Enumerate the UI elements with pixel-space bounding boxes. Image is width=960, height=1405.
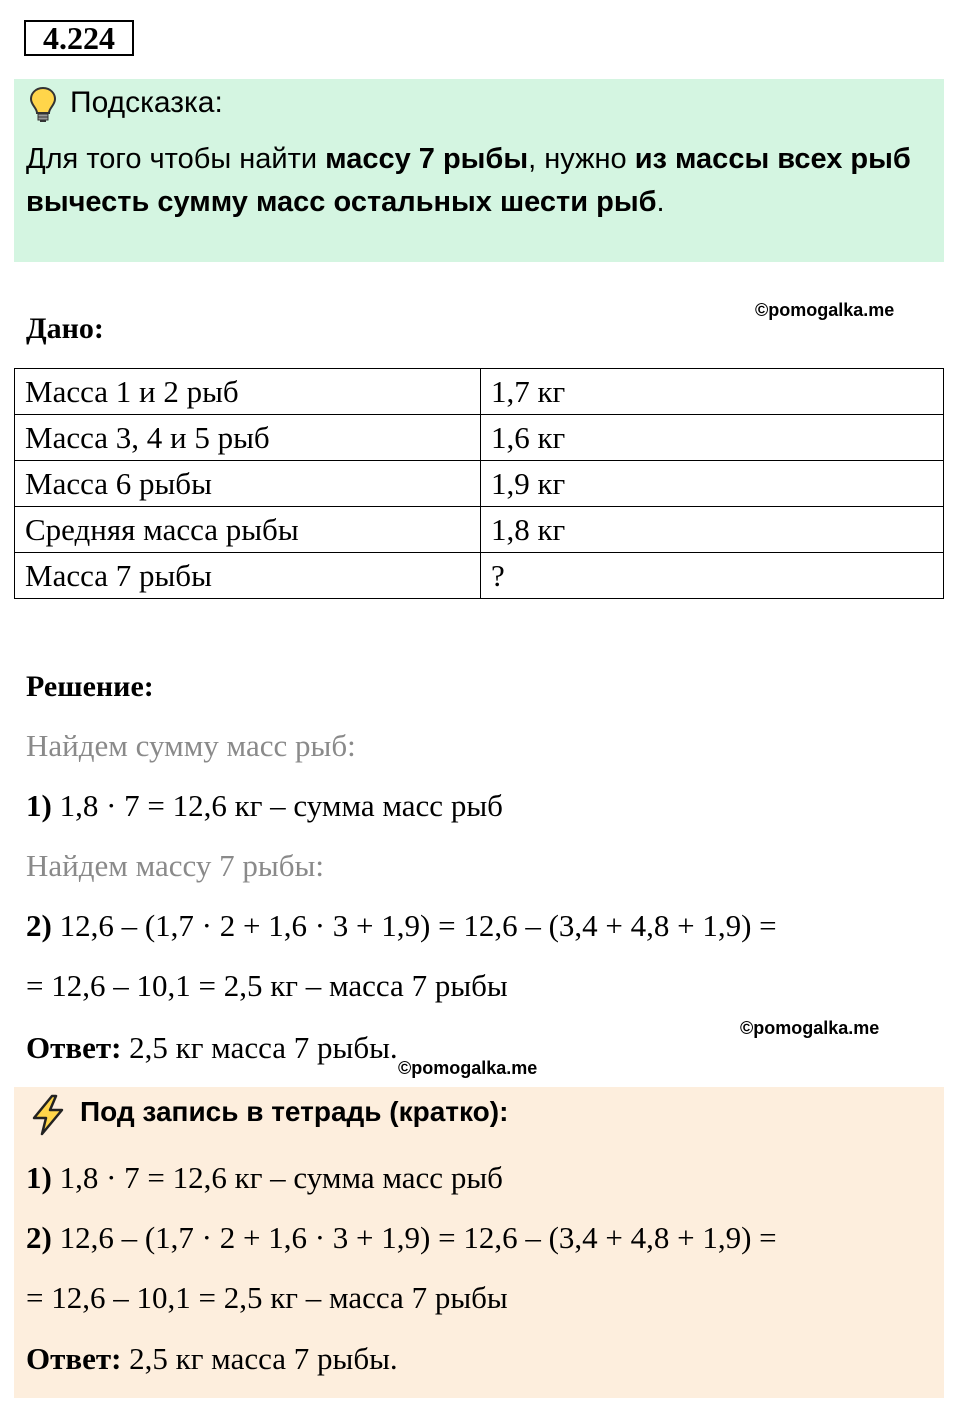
step1-intro: Найдем сумму масс рыб:: [26, 728, 356, 763]
table-row: [15, 553, 944, 599]
row-value: 1,7 кг: [481, 369, 944, 415]
row-label: Масса 1 и 2 рыб: [15, 369, 481, 415]
notebook-answer: Ответ: 2,5 кг масса 7 рыбы.: [26, 1341, 398, 1376]
lightbulb-icon: [28, 86, 58, 124]
step2-continuation: = 12,6 – 10,1 = 2,5 кг – масса 7 рыбы: [26, 968, 508, 1003]
table-row: [15, 415, 944, 461]
table-row: [15, 461, 944, 507]
watermark: ©pomogalka.me: [755, 300, 895, 320]
step2-line: 2) 12,6 – (1,7 · 2 + 1,6 · 3 + 1,9) = 12,6 – (3,4 + 4,8 + 1,9) =: [26, 908, 777, 943]
table-row: [15, 507, 944, 553]
lightning-icon: [28, 1094, 68, 1136]
notebook-step2-continuation: = 12,6 – 10,1 = 2,5 кг – масса 7 рыбы: [26, 1280, 508, 1315]
row-value: 1,8 кг: [481, 507, 944, 553]
step1-line: 1) 1,8 · 7 = 12,6 кг – сумма масс рыб: [26, 788, 503, 823]
notebook-step1: 1) 1,8 · 7 = 12,6 кг – сумма масс рыб: [26, 1160, 503, 1195]
step2-intro: Найдем массу 7 рыбы:: [26, 848, 324, 883]
hint-title: Подсказка:: [70, 86, 223, 119]
watermark: ©pomogalka.me: [740, 1018, 880, 1038]
row-label: Масса 6 рыбы: [15, 461, 481, 507]
table-row: [15, 369, 944, 415]
solution-heading: Решение:: [26, 670, 154, 703]
row-label: Масса 7 рыбы: [15, 553, 481, 599]
row-label: Средняя масса рыбы: [15, 507, 481, 553]
hint-text: Для того чтобы найти массу 7 рыбы, нужно из массы всех рыб вычесть сумму масс остальных шести рыб.: [26, 143, 911, 218]
row-value: 1,9 кг: [481, 461, 944, 507]
given-heading: Дано:: [26, 312, 104, 345]
watermark: ©pomogalka.me: [398, 1058, 538, 1078]
row-value: ?: [481, 553, 944, 599]
notebook-step2: 2) 12,6 – (1,7 · 2 + 1,6 · 3 + 1,9) = 12,6 – (3,4 + 4,8 + 1,9) =: [26, 1220, 777, 1255]
row-label: Масса 3, 4 и 5 рыб: [15, 415, 481, 461]
given-table: [14, 368, 944, 599]
notebook-title: Под запись в тетрадь (кратко):: [80, 1096, 509, 1127]
answer-line: Ответ: 2,5 кг масса 7 рыбы.: [26, 1030, 398, 1065]
task-number: 4.224: [24, 20, 134, 56]
row-value: 1,6 кг: [481, 415, 944, 461]
